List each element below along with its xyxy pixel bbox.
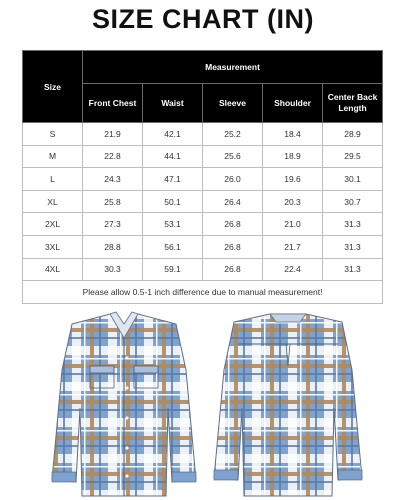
value-cell: 26.8 <box>203 213 263 236</box>
size-chart-table <box>22 50 383 304</box>
value-cell: 24.3 <box>83 168 143 191</box>
column-header-shoulder: Shoulder <box>263 84 323 123</box>
size-cell: XL <box>23 190 83 213</box>
value-cell: 31.3 <box>323 258 383 281</box>
size-cell: 3XL <box>23 235 83 258</box>
size-cell: L <box>23 168 83 191</box>
page-title: SIZE CHART (IN) <box>92 4 314 34</box>
value-cell: 22.4 <box>263 258 323 281</box>
table-row <box>23 123 383 146</box>
value-cell: 26.4 <box>203 190 263 213</box>
value-cell: 21.9 <box>83 123 143 146</box>
size-cell: M <box>23 145 83 168</box>
value-cell: 28.8 <box>83 235 143 258</box>
size-header: Size <box>23 51 83 123</box>
value-cell: 20.3 <box>263 190 323 213</box>
value-cell: 30.3 <box>83 258 143 281</box>
column-header-front-chest: Front Chest <box>83 84 143 123</box>
value-cell: 42.1 <box>143 123 203 146</box>
value-cell: 29.5 <box>323 145 383 168</box>
value-cell: 25.8 <box>83 190 143 213</box>
value-cell: 18.4 <box>263 123 323 146</box>
value-cell: 28.9 <box>323 123 383 146</box>
value-cell: 30.7 <box>323 190 383 213</box>
value-cell: 25.2 <box>203 123 263 146</box>
note-row <box>23 281 383 304</box>
value-cell: 26.0 <box>203 168 263 191</box>
value-cell: 26.8 <box>203 235 263 258</box>
table-row <box>23 190 383 213</box>
table-row <box>23 258 383 281</box>
column-header-sleeve: Sleeve <box>203 84 263 123</box>
value-cell: 50.1 <box>143 190 203 213</box>
measurement-note: Please allow 0.5-1 inch difference due to manual measurement! <box>23 281 383 304</box>
size-cell: S <box>23 123 83 146</box>
table-row <box>23 235 383 258</box>
value-cell: 22.8 <box>83 145 143 168</box>
size-cell: 4XL <box>23 258 83 281</box>
table-row <box>23 168 383 191</box>
column-header-center-back-length: Center Back Length <box>323 84 383 123</box>
value-cell: 31.3 <box>323 235 383 258</box>
value-cell: 44.1 <box>143 145 203 168</box>
value-cell: 26.8 <box>203 258 263 281</box>
value-cell: 56.1 <box>143 235 203 258</box>
shirt-photos <box>0 310 406 500</box>
column-header-waist: Waist <box>143 84 203 123</box>
table-row <box>23 213 383 236</box>
measurement-header: Measurement <box>83 51 383 84</box>
value-cell: 47.1 <box>143 168 203 191</box>
value-cell: 27.3 <box>83 213 143 236</box>
value-cell: 19.6 <box>263 168 323 191</box>
value-cell: 59.1 <box>143 258 203 281</box>
size-cell: 2XL <box>23 213 83 236</box>
value-cell: 18.9 <box>263 145 323 168</box>
value-cell: 31.3 <box>323 213 383 236</box>
value-cell: 21.7 <box>263 235 323 258</box>
value-cell: 30.1 <box>323 168 383 191</box>
front-shirt-image <box>52 312 196 496</box>
value-cell: 21.0 <box>263 213 323 236</box>
value-cell: 25.6 <box>203 145 263 168</box>
back-shirt-image <box>214 314 362 496</box>
value-cell: 53.1 <box>143 213 203 236</box>
table-row <box>23 145 383 168</box>
